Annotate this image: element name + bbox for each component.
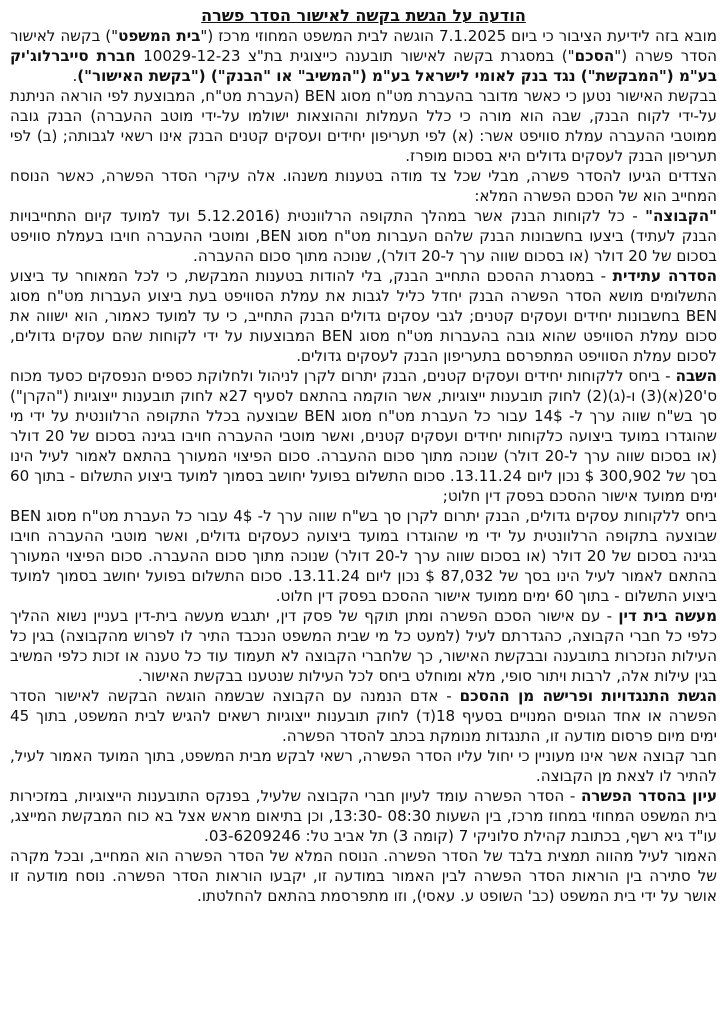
intro-text-1: מובא בזה לידיעת הציבור כי ביום 7.1.2025 הוגשה לבית המשפט המחוזי מרכז (" xyxy=(200,27,718,45)
group-definition-paragraph xyxy=(10,206,717,266)
court-term: בית המשפט xyxy=(118,27,201,45)
background-paragraph: בבקשת האישור נטען כי כאשר מדובר בהעברת מט"ח מסוג BEN (העברת מט"ח, המבוצעת לפי הוראה הניתנת על-ידי לקוח הבנק, שבה הוא מורה כי כלל העמלות וההוצאות ישולמו על-ידי מוטב ההעברה) הבנק גובה ממוטבי ההעברה עמלת סוויפט אשר: (א) לפי תעריפון יחידים ועסקים קטנים הבנק אינו רשאי לגבותה; (ב) לפי תעריפון הבנק לעסקים גדולים היא בסכום מופרז. xyxy=(10,87,717,165)
review-paragraph xyxy=(10,786,717,846)
notice-title: הודעה על הגשת בקשה לאישור הסדר פשרה xyxy=(201,6,526,25)
res-judicata-label: מעשה בית דין xyxy=(618,607,717,625)
large-business-paragraph: ביחס ללקוחות עסקים גדולים, הבנק יתרום לקרן סך בש"ח שווה ערך ל- 4$ עבור כל העברת מט"ח מסוג BEN שבוצעה בתקופה הרלוונטית על ידי מי שהוגדרו במועד ביצועה כעסקים גדולים, ואשר מוטבי ההעברה חויבו בגינה בסכום של 20 דולר (או בסכום שווה ערך ל-20 דולר) שנוכה מתוך סכום ההעברה. סכום הפיצוי המעורך בהתאם לאמור לעיל הינו בסך של 87,032 $ נכון ליום 13.11.24. סכום התשלום בפועל יחושב בסמוך למועד ביצוע התשלום - בתוך 60 ימים ממועד אישור ההסכם בפסק דין חלוט. xyxy=(10,507,718,605)
intro-text-2: ") בקשה לאישור הסדר פשרה (" xyxy=(10,27,717,65)
objections-text: - אדם הנמנה עם הקבוצה שבשמה הוגשה הבקשה לאישור הסדר הפשרה או אחד הגופים המנויים בסעיף 18(ד) לחוק תובענות ייצוגיות רשאים להגיש לבית המשפט, בתוך 45 ימים מיום פרסום מודעה זו, התנגדות מנומקת בכתב להסדר הפשרה. xyxy=(10,687,717,745)
objections-label: הגשת התנגדויות ופרישה מן ההסכם xyxy=(459,687,717,705)
res-judicata-paragraph xyxy=(10,606,717,686)
closing-paragraph: האמור לעיל מהווה תמצית בלבד של הסדר הפשרה. הנוסח המלא של הסדר הפשרה הוא המחייב, ובכל מקרה של סתירה בין הוראות הסדר הפשרה לבין האמור במודעה זו, יקבעו הוראות הסדר הפשרה. נוסח מודעה זו אושר על ידי בית המשפט (כב' השופט ע. עאסי), וזו מתפרסמת בהתאם להחלטתו. xyxy=(10,847,717,905)
intro-text-end: . xyxy=(72,67,78,85)
restitution-label: השבה xyxy=(675,367,717,385)
summary-intro-paragraph: הצדדים הגיעו להסדר פשרה, מבלי שכל צד מודה בטענות משנהו. אלה עיקרי הסדר הפשרה, כאשר הנוסח המחייב הוא של הסכם הפשרה המלא: xyxy=(10,167,717,205)
future-arrangement-text: - במסגרת ההסכם התחייב הבנק, בלי להודות בטענות המבקשת, כי לכל המאוחר עד ביצוע התשלומים מושא הסדר הפשרה הבנק יחדל כליל לגבות את עמלת הסוויפט בעת ביצוע העברות מט"ח מסוג BEN בחשבונות יחידים ועסקים קטנים; לגבי עסקים גדולים הבנק התחייב, כי עד למועד כאמור, הוא ישווה את סכום עמלת הסוויפט שהוא גובה בהעברות מט"ח מסוג BEN המבוצעות על ידי לקוחות שהם עסקים גדולים, לסכום עמלת הסוויפט המתפרסם בתעריפון הבנק לעסקים גדולים. xyxy=(10,267,717,365)
intro-text-3: ") במסגרת בקשה לאישור תובענה כייצוגית בת"צ 10029-12-23 xyxy=(135,47,575,65)
settlement-term: הסכם xyxy=(574,47,615,65)
parties-names: חברת סייברלוג'יק בע"מ ("המבקשת") נגד בנק לאומי לישראל בע"מ ("המשיב" או "הבנק") ("בקשת האישור") xyxy=(10,47,717,85)
review-text: - הסדר הפשרה עומד לעיון חברי הקבוצה שלעיל, בפנקס התובענות הייצוגיות, במזכירות בית המשפט המחוזי במחוז מרכז, בין השעות 08:30 -13:30, וכן בתיאום מראש אצל בא כוח המבקשת המייצג, עו"ד גיא רשף, בכתובת קהילת סלוניקי 7 (קומה 3) תל אביב טל: 03-6209246. xyxy=(10,787,717,845)
group-label: "הקבוצה" xyxy=(645,207,717,225)
intro-paragraph xyxy=(10,26,717,86)
future-arrangement-label: הסדרה עתידית xyxy=(612,267,717,285)
restitution-paragraph xyxy=(10,366,717,506)
res-judicata-text: - עם אישור הסכם הפשרה ומתן תוקף של פסק דין, יתגבש מעשה בית-דין בעניין נשוא ההליך כלפי כל חברי הקבוצה, כהגדרתם לעיל (למעט כל מי שבית המשפט הנכבד התיר לו לפרוש מהקבוצה) בגין כל העילות הנזכרות בתובענה ובבקשת האישור, כך שלחברי הקבוצה לא תעמוד עוד כל טענה או זכות כלפי המשיב בגין עילות אלה, לרבות ויתור סופי, מלא ומוחלט ביחס לכל העילות שנטענו בבקשת האישור. xyxy=(10,607,717,685)
opt-out-paragraph: חבר קבוצה אשר אינו מעוניין כי יחול עליו הסדר הפשרה, רשאי לבקש מבית המשפט, בתוך המועד האמור לעיל, להתיר לו לצאת מן הקבוצה. xyxy=(10,747,717,785)
group-text: - כל לקוחות הבנק אשר במהלך התקופה הרלוונטית (5.12.2016 ועד למועד קיום התחייבויות הבנק לעתיד) ביצעו בחשבונות הבנק שלהם העברות מט"ח מסוג BEN, ומוטבי ההעברה חויבו בעמלת סוויפט בסכום של 20 דולר (או בסכום שווה ערך ל-20 דולר), שנוכה מתוך סכום ההעברה. xyxy=(10,207,717,265)
objections-paragraph xyxy=(10,686,717,746)
restitution-text: - ביחס ללקוחות יחידים ועסקים קטנים, הבנק יתרום לקרן לניהול ולחלוקת כספים הנפסקים כסעד מכוח ס'20(א)(3) ו-(ג)(2) לחוק תובענות ייצוגיות, אשר הוקמה בהתאם לסעיף 27א לחוק תובענות ייצוגיות ("הקרן") סך בש"ח שווה ערך ל- 14$ עבור כל העברת מט"ח מסוג BEN שבוצעה בכלל התקופה הרלוונטית על ידי מי שהוגדרו במועד ביצועה כלקוחות יחידים ועסקים קטנים, ואשר מוטבי ההעברה חויבו בגינה בסכום של 20 דולר (או בסכום שווה ערך ל-20 דולר) שנוכה מתוך סכום ההעברה. סכום הפיצוי המעורך בהתאם לאמור לעיל הינו בסך של 300,902 $ נכון ליום 13.11.24. סכום התשלום בפועל יחושב בסמוך למועד ביצוע התשלום - בתוך 60 ימים ממועד אישור ההסכם בפסק דין חלוט; xyxy=(10,367,718,505)
future-arrangement-paragraph xyxy=(10,266,717,366)
review-label: עיון בהסדר הפשרה xyxy=(580,787,718,805)
